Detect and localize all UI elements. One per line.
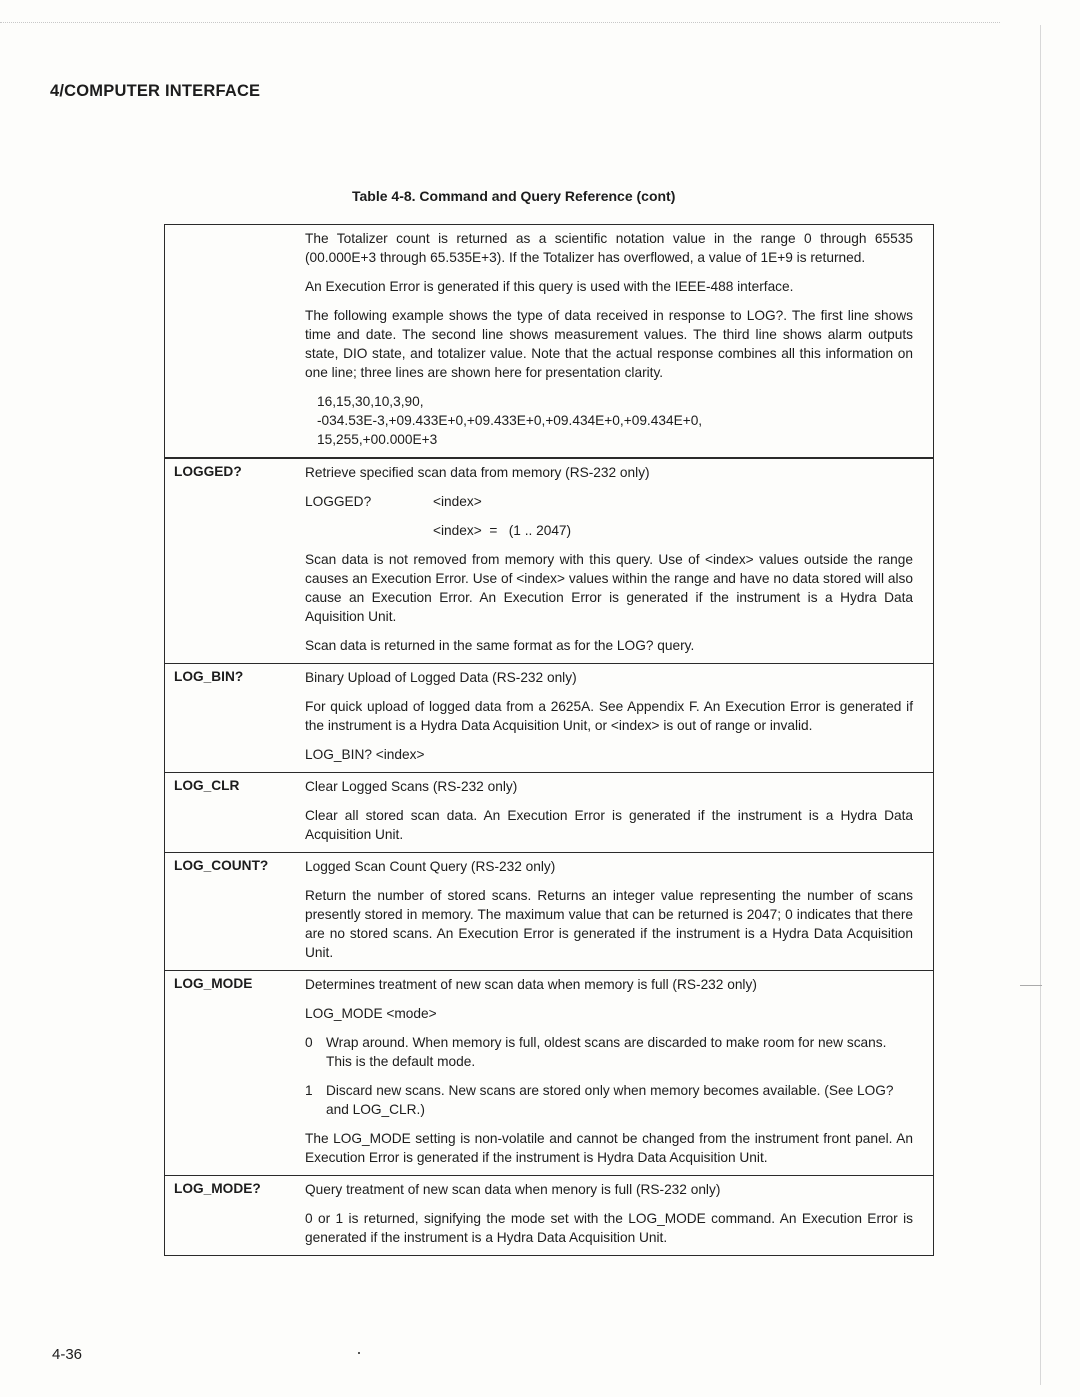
command-summary: Logged Scan Count Query (RS-232 only) <box>305 859 556 874</box>
mode-option-text: Discard new scans. New scans are stored only when memory becomes available. (See LOG? and LOG_CLR.) <box>326 1083 894 1117</box>
mode-option-number: 0 <box>305 1035 313 1050</box>
command-summary: Clear Logged Scans (RS-232 only) <box>305 779 518 794</box>
example-line-values: -034.53E-3,+09.433E+0,+09.433E+0,+09.434E+0,+09.434E+0, <box>317 413 703 428</box>
example-data-block <box>317 392 913 449</box>
log-bin-detail-paragraph: For quick upload of logged data from a 2625A. See Appendix F. An Execution Error is generated if the instrument is a Hydra Data Acquisition Unit, or <index> is out of range or invalid. <box>305 699 913 733</box>
right-margin-rule <box>1040 25 1041 1385</box>
command-name: LOG_CLR <box>174 778 240 793</box>
table-title: Table 4-8. Command and Query Reference (cont) <box>352 188 676 204</box>
syntax-keyword: LOGGED? <box>305 494 372 509</box>
mode-option-text: Wrap around. When memory is full, oldest scans are discarded to make room for new scans. This is the default mode. <box>326 1035 887 1069</box>
description-cell <box>297 853 933 970</box>
table-row-log-mode <box>164 971 934 1176</box>
page-number: 4-36 <box>52 1346 83 1363</box>
mode-option-number: 1 <box>305 1083 313 1098</box>
ieee-error-paragraph: An Execution Error is generated if this query is used with the IEEE-488 interface. <box>305 279 794 294</box>
scan-speck <box>358 1352 360 1354</box>
log-clr-detail-paragraph: Clear all stored scan data. An Execution Error is generated if the instrument is a Hydra Data Acquisition Unit. <box>305 808 913 842</box>
command-summary: Query treatment of new scan data when menory is full (RS-232 only) <box>305 1182 721 1197</box>
table-row-continuation <box>164 224 934 459</box>
logged-detail-paragraph: Scan data is not removed from memory with this query. Use of <index> values outside the range causes an Execution Error. Use of <index> values within the range and have no data stored will also cause an Execution Error. An Execution Error is generated if the instrument is a Hydra Data Aquisition Unit. <box>305 552 913 624</box>
description-cell <box>297 971 933 1175</box>
command-name: LOG_BIN? <box>174 669 244 684</box>
mode-option <box>305 1033 913 1071</box>
table-row-logged <box>164 459 934 664</box>
log-count-detail-paragraph: Return the number of stored scans. Returns an integer value representing the number of scans presently stored in memory. The maximum value that can be returned is 2047; 0 indicates that there are no stored scans. An Execution Error is generated if the instrument is a Hydra Data Acquisition Unit. <box>305 888 913 960</box>
index-range: <index> = (1 .. 2047) <box>433 523 572 538</box>
command-syntax: LOG_MODE <mode> <box>305 1006 437 1021</box>
table-row-log-count <box>164 853 934 971</box>
description-cell <box>297 1176 933 1255</box>
table-row-log-mode-query <box>164 1176 934 1256</box>
example-line-time: 16,15,30,10,3,90, <box>317 394 424 409</box>
log-mode-detail-paragraph: The LOG_MODE setting is non-volatile and cannot be changed from the instrument front panel. An Execution Error is generated if the instrument is Hydra Data Acquisition Unit. <box>305 1131 913 1165</box>
margin-tick-mark <box>1020 985 1042 986</box>
log-mode-query-detail-paragraph: 0 or 1 is returned, signifying the mode set with the LOG_MODE command. An Execution Error is generated if the instrument is a Hydra Data Acquisition Unit. <box>305 1211 913 1245</box>
command-name: LOG_COUNT? <box>174 858 269 873</box>
section-heading: 4/COMPUTER INTERFACE <box>50 82 261 100</box>
example-paragraph: The following example shows the type of data received in response to LOG?. The first line shows time and date. The second line shows measurement values. The third line shows alarm outputs state, DIO state, and totalizer value. Note that the actual response combines all this information on one line; three lines are shown here for presentation clarity. <box>305 308 913 380</box>
command-name: LOGGED? <box>174 464 242 479</box>
command-name: LOG_MODE <box>174 976 253 991</box>
table-row-log-clr <box>164 773 934 853</box>
mode-option <box>305 1081 913 1119</box>
totalizer-paragraph: The Totalizer count is returned as a scientific notation value in the range 0 through 65535 (00.000E+3 through 65.535E+3). If the Totalizer has overflowed, a value of 1E+9 is returned. <box>305 231 913 265</box>
table-row-log-bin <box>164 664 934 773</box>
top-rule <box>0 22 1000 23</box>
example-line-alarms: 15,255,+00.000E+3 <box>317 432 438 447</box>
command-summary: Determines treatment of new scan data when memory is full (RS-232 only) <box>305 977 757 992</box>
logged-format-paragraph: Scan data is returned in the same format as for the LOG? query. <box>305 638 695 653</box>
description-cell <box>297 773 933 852</box>
command-reference-table <box>164 224 934 1256</box>
description-cell <box>297 664 933 772</box>
command-summary: Binary Upload of Logged Data (RS-232 only) <box>305 670 577 685</box>
description-cell <box>297 225 933 457</box>
command-syntax: LOG_BIN? <index> <box>305 747 425 762</box>
command-syntax <box>305 492 913 511</box>
command-name: LOG_MODE? <box>174 1181 261 1196</box>
command-cell-empty <box>165 225 297 457</box>
syntax-argument: <index> <box>433 494 482 509</box>
description-cell <box>297 459 933 663</box>
command-summary: Retrieve specified scan data from memory (RS-232 only) <box>305 465 650 480</box>
